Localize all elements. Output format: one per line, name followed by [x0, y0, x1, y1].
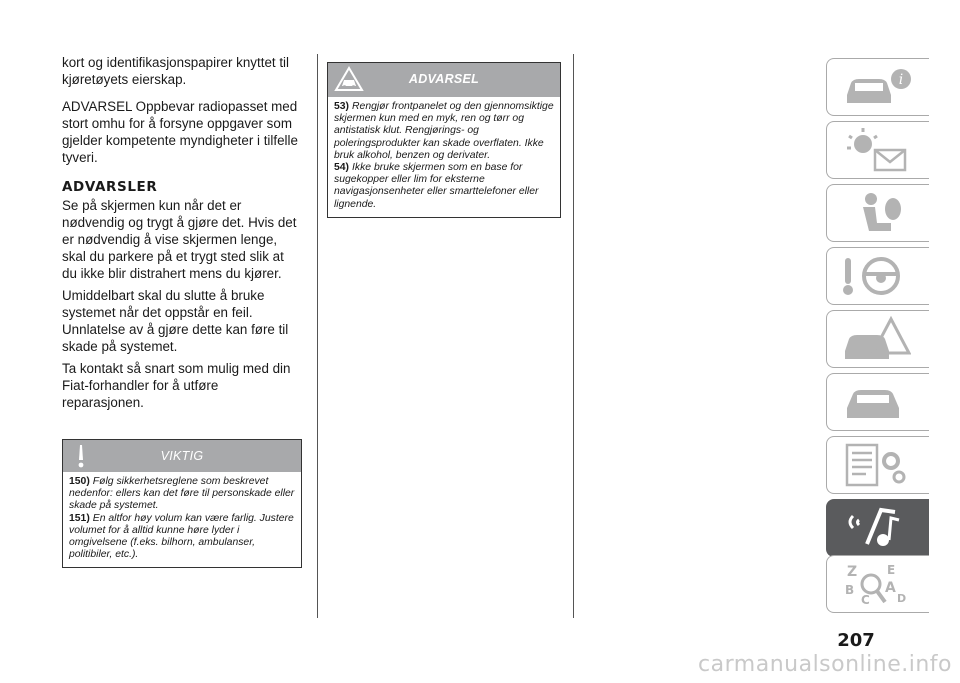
- note-number: 53): [334, 101, 350, 112]
- column-divider-1: [317, 54, 318, 618]
- paragraph-stop-use: Umiddelbart skal du slutte å bruke systemet når det oppstår en feil. Unnlatelse av å gjøre dette kan føre til skade på systemet.: [62, 288, 289, 354]
- svg-text:Z: Z: [847, 564, 858, 580]
- advarsel-box-header: [328, 63, 560, 97]
- paragraph-screen-safety: Se på skjermen kun når det er nødvendig og trygt å gjøre det. Hvis det er nødvendig å vise skjermen lenge, skal du parkere på et trygt sted slik at du ikke blir distrahert mens du kjører.: [62, 198, 297, 281]
- section-heading-advarsler: ADVARSLER: [62, 179, 158, 195]
- paragraph-contact-dealer: Ta kontakt så snart som mulig med din Fiat-forhandler for å utføre reparasjonen.: [62, 361, 291, 410]
- advarsel-box-title: ADVARSEL: [408, 72, 480, 86]
- tab-lights-messages[interactable]: [826, 121, 929, 179]
- viktig-box-title: VIKTIG: [160, 449, 204, 463]
- note-item: [334, 101, 554, 162]
- svg-text:i: i: [898, 72, 904, 88]
- specifications-gears-icon: [841, 441, 911, 489]
- viktig-box: [62, 439, 302, 568]
- svg-text:D: D: [897, 592, 907, 605]
- watermark: carmanualsonline.info: [698, 652, 952, 677]
- tab-key-steering[interactable]: [826, 247, 929, 305]
- page-number: 207: [837, 630, 875, 651]
- tab-alphabetical-index[interactable]: [826, 555, 929, 613]
- note-number: 150): [69, 476, 90, 487]
- viktig-box-header: [63, 440, 301, 472]
- car-warning-icon: [841, 315, 911, 363]
- note-item: [334, 162, 554, 211]
- viktig-box-body: [63, 472, 301, 567]
- note-text: Ikke bruke skjermen som en base for sugekopper eller lim for eksterne navigasjonsenheter eller smarttelefoner eller lignende.: [334, 162, 539, 210]
- note-text: En altfor høy volum kan være farlig. Justere volumet for å alltid kunne høre lyder i omgivelsene (f.eks. bilhorn, ambulanser, politibiler, etc.).: [69, 512, 294, 561]
- note-item: [69, 513, 295, 562]
- advarsel-box: [327, 62, 561, 218]
- tab-car-info[interactable]: [826, 58, 929, 116]
- paragraph-radio-passport: ADVARSEL Oppbevar radiopasset med stort omhu for å forsyne oppgaver som gjelder kompetente myndigheter i tilfelle tyveri.: [62, 99, 298, 165]
- multimedia-music-icon: [841, 504, 911, 552]
- tab-car-side[interactable]: [826, 373, 929, 431]
- car-side-icon: [841, 378, 911, 426]
- svg-text:E: E: [887, 563, 896, 577]
- svg-text:A: A: [885, 580, 896, 596]
- note-number: 151): [69, 512, 90, 524]
- tab-seats-airbag[interactable]: [826, 184, 929, 242]
- note-text: Rengjør frontpanelet og den gjennomsiktige skjermen kun med en myk, ren og tørr og antistatisk klut. Rengjørings- og poleringsprodukter kan skade overflaten. Ikke bruk alkohol, benzen og derivater.: [334, 101, 554, 161]
- lights-message-icon: [841, 126, 911, 174]
- paragraph-ownership: kort og identifikasjonspapirer knyttet til kjøretøyets eierskap.: [62, 55, 290, 87]
- note-text: Følg sikkerhetsreglene som beskrevet nedenfor: ellers kan det føre til personskade eller skade på systemet.: [69, 476, 295, 512]
- svg-text:B: B: [845, 583, 855, 597]
- alphabetical-index-icon: [841, 560, 911, 608]
- note-number: 54): [334, 162, 350, 174]
- tab-specifications[interactable]: [826, 436, 929, 494]
- svg-text:C: C: [861, 593, 870, 607]
- middle-column: [327, 62, 561, 218]
- key-steering-wheel-icon: [841, 252, 911, 300]
- car-info-icon: [841, 63, 911, 111]
- note-item: [69, 476, 295, 513]
- column-divider-2: [573, 54, 574, 618]
- left-column: [62, 54, 302, 568]
- seat-airbag-icon: [841, 189, 911, 237]
- advarsel-box-body: [328, 97, 560, 217]
- tab-car-warning[interactable]: [826, 310, 929, 368]
- tab-multimedia[interactable]: [826, 499, 929, 557]
